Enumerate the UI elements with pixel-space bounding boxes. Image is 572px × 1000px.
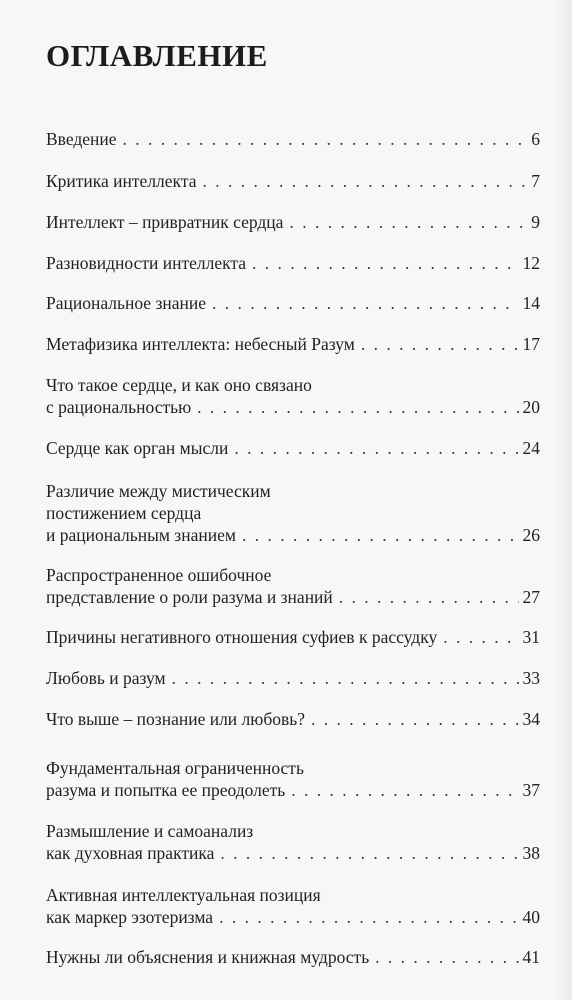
toc-entry-row [46, 708, 540, 730]
page-title: ОГЛАВЛЕНИЕ [46, 38, 268, 73]
toc-entry [46, 437, 540, 459]
dot-leader [339, 586, 519, 608]
dot-leader [220, 842, 518, 864]
toc-entry-title-line: как маркер эзотеризма [46, 907, 214, 927]
toc-entry-row [46, 946, 540, 968]
toc-entry [46, 667, 540, 689]
toc-entry-title-line: Сердце как орган мысли [46, 438, 229, 458]
toc-entry-title-line: Фундаментальная ограниченность [46, 758, 304, 778]
toc-page-number: 26 [522, 525, 540, 545]
toc-entry-row [46, 333, 540, 355]
toc-entry-row [46, 667, 540, 689]
toc-entry [46, 292, 540, 314]
toc-entry [46, 884, 540, 928]
toc-entry-title-line: как духовная практика [46, 843, 215, 863]
page-edge-shadow [556, 0, 572, 1000]
dot-leader [361, 333, 519, 355]
dot-leader [202, 170, 527, 192]
toc-entry [46, 708, 540, 730]
dot-leader [219, 906, 518, 928]
toc-entry-title-line: Введение [46, 129, 117, 149]
toc-entry-title-line: Любовь и разум [46, 668, 166, 688]
toc-entry-row [46, 906, 540, 928]
toc-entry-row [46, 170, 540, 192]
toc-entry-row [46, 626, 540, 648]
toc-entry-row [46, 292, 540, 314]
toc-entry-title-line: Рациональное знание [46, 293, 206, 313]
toc-entry-title-line: Критика интеллекта [46, 171, 197, 191]
toc-entry [46, 374, 540, 418]
toc-page-number: 33 [522, 668, 540, 688]
toc-entry-row [46, 252, 540, 274]
toc-entry-title-line: и рациональным знанием [46, 525, 236, 545]
toc-page-number: 31 [522, 627, 540, 647]
dot-leader [172, 667, 519, 689]
toc-entry-row [46, 779, 540, 801]
toc-entry-title-line: Причины негативного отношения суфиев к рассудку [46, 627, 438, 647]
toc-entry-title-line: разума и попытка ее преодолеть [46, 780, 286, 800]
dot-leader [252, 252, 518, 274]
toc-entry-title-line: Активная интеллектуальная позиция [46, 885, 321, 905]
dot-leader [212, 292, 519, 314]
toc-page-number: 27 [522, 587, 540, 607]
toc-entry [46, 946, 540, 968]
dot-leader [123, 128, 528, 150]
dot-leader [443, 626, 518, 648]
toc-entry-title-line: Размышление и самоанализ [46, 821, 254, 841]
dot-leader [289, 211, 527, 233]
toc-entry-row [46, 842, 540, 864]
toc-page-number: 14 [522, 293, 540, 313]
toc-page-number: 34 [522, 709, 540, 729]
dot-leader [375, 946, 518, 968]
toc-entry-title-line: Различие между мистическим [46, 481, 271, 501]
toc-entry-title-line: Распространенное ошибочное [46, 565, 272, 585]
toc-page-number: 9 [531, 212, 540, 232]
toc-entry-row [46, 524, 540, 546]
toc-page-number: 37 [522, 780, 540, 800]
toc-entry-title-line: Разновидности интеллекта [46, 253, 247, 273]
toc-page-number: 12 [522, 253, 540, 273]
toc-entry-title-line: постижением сердца [46, 503, 202, 523]
toc-entry-title-line: с рациональностью [46, 397, 192, 417]
toc-entry-row [46, 437, 540, 459]
toc-page-number: 7 [531, 171, 540, 191]
toc-page-number: 20 [522, 397, 540, 417]
toc-entry-row [46, 211, 540, 233]
toc-entry-title-line: Метафизика интеллекта: небесный Разум [46, 334, 355, 354]
toc-page-number: 38 [522, 843, 540, 863]
toc-entry [46, 564, 540, 608]
dot-leader [291, 779, 518, 801]
toc-page-number: 40 [522, 907, 540, 927]
toc-page-number: 6 [531, 129, 540, 149]
toc-entry [46, 211, 540, 233]
toc-entry [46, 626, 540, 648]
toc-entry [46, 757, 540, 801]
toc-entry-title-line: Что такое сердце, и как оно связано [46, 375, 312, 395]
toc-page-number: 17 [522, 334, 540, 354]
toc-entry-title-line: представление о роли разума и знаний [46, 587, 333, 607]
toc-entry [46, 820, 540, 864]
dot-leader [242, 524, 519, 546]
toc-entry [46, 333, 540, 355]
toc-entry [46, 128, 540, 150]
dot-leader [311, 708, 518, 730]
toc-entry-row [46, 586, 540, 608]
toc-entry [46, 480, 540, 546]
toc-entry [46, 170, 540, 192]
toc-entry-row [46, 128, 540, 150]
toc-page-number: 24 [522, 438, 540, 458]
toc-entry-title-line: Нужны ли объяснения и книжная мудрость [46, 947, 370, 967]
toc-entry [46, 252, 540, 274]
dot-leader [197, 396, 518, 418]
toc-entry-row [46, 396, 540, 418]
toc-page-number: 41 [522, 947, 540, 967]
toc-entry-title-line: Что выше – познание или любовь? [46, 709, 306, 729]
dot-leader [234, 437, 518, 459]
toc-entry-title-line: Интеллект – привратник сердца [46, 212, 284, 232]
